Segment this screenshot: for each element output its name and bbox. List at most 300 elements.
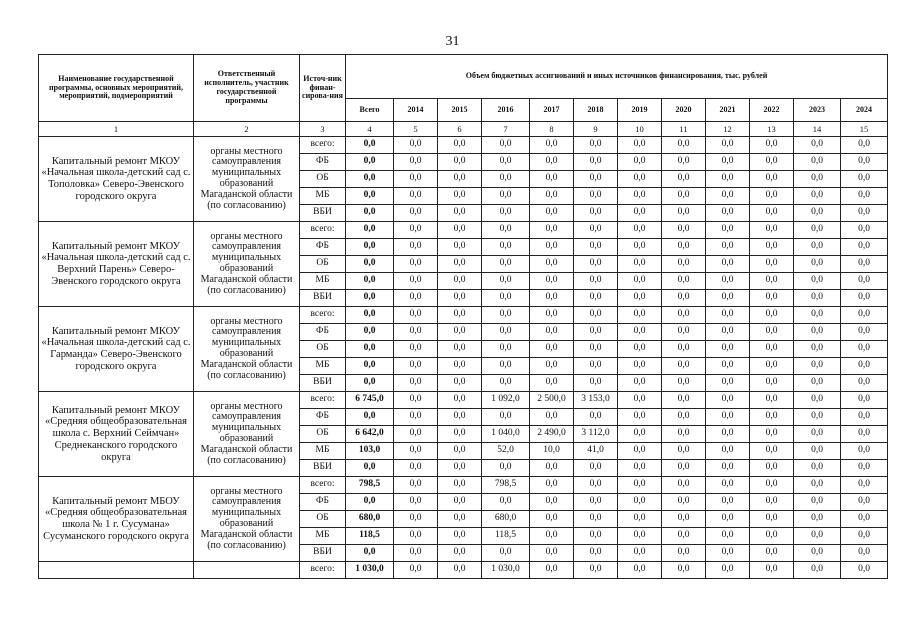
year-value: 0,0 <box>482 256 530 273</box>
year-value: 0,0 <box>438 392 482 409</box>
year-value: 0,0 <box>438 273 482 290</box>
year-value: 0,0 <box>438 188 482 205</box>
year-value: 0,0 <box>482 137 530 154</box>
year-value: 0,0 <box>482 154 530 171</box>
year-value: 0,0 <box>530 324 574 341</box>
year-value: 0,0 <box>574 222 618 239</box>
header-year-2018: 2018 <box>574 99 618 122</box>
year-value: 0,0 <box>438 528 482 545</box>
table-body <box>39 122 888 579</box>
year-value: 0,0 <box>750 562 794 579</box>
year-value: 0,0 <box>394 137 438 154</box>
year-value: 0,0 <box>574 154 618 171</box>
table-header <box>39 55 888 122</box>
year-value: 0,0 <box>794 290 841 307</box>
year-value: 0,0 <box>530 460 574 477</box>
year-value: 0,0 <box>841 324 888 341</box>
year-value: 0,0 <box>794 409 841 426</box>
funding-source: всего: <box>300 562 346 579</box>
year-value: 0,0 <box>750 324 794 341</box>
year-value: 0,0 <box>618 273 662 290</box>
year-value: 0,0 <box>438 460 482 477</box>
year-value: 0,0 <box>394 460 438 477</box>
year-value: 0,0 <box>750 545 794 562</box>
activity-name: Капитальный ремонт МКОУ «Начальная школа-детский сад с. Гарманда» Северо-Эвенского городского округа <box>39 307 194 392</box>
year-value: 0,0 <box>794 154 841 171</box>
year-value: 0,0 <box>530 205 574 222</box>
year-value: 0,0 <box>394 511 438 528</box>
year-value: 0,0 <box>706 273 750 290</box>
total-value: 118,5 <box>346 528 394 545</box>
responsible-executor: органы местного самоуправления муниципальных образований Магаданской области (по согласованию) <box>194 307 300 392</box>
year-value: 0,0 <box>482 205 530 222</box>
year-value: 0,0 <box>662 171 706 188</box>
total-value: 798,5 <box>346 477 394 494</box>
header-year-2021: 2021 <box>706 99 750 122</box>
year-value: 0,0 <box>750 171 794 188</box>
header-name-column: Наименование государственной программы, основных мероприятий, мероприятий, подмероприятий <box>39 55 194 122</box>
year-value: 0,0 <box>482 545 530 562</box>
funding-source: всего: <box>300 137 346 154</box>
year-value: 0,0 <box>750 290 794 307</box>
year-value: 0,0 <box>750 426 794 443</box>
year-value: 0,0 <box>618 188 662 205</box>
year-value: 0,0 <box>794 324 841 341</box>
year-value: 0,0 <box>618 205 662 222</box>
year-value: 0,0 <box>750 494 794 511</box>
year-value: 0,0 <box>394 171 438 188</box>
year-value: 2 500,0 <box>530 392 574 409</box>
year-value: 0,0 <box>841 460 888 477</box>
year-value: 0,0 <box>482 409 530 426</box>
year-value: 0,0 <box>438 290 482 307</box>
year-value: 0,0 <box>438 137 482 154</box>
year-value: 0,0 <box>482 494 530 511</box>
year-value: 0,0 <box>394 256 438 273</box>
header-year-2015: 2015 <box>438 99 482 122</box>
year-value: 0,0 <box>750 528 794 545</box>
year-value: 0,0 <box>841 273 888 290</box>
table-row <box>39 392 888 409</box>
year-value: 0,0 <box>750 409 794 426</box>
column-number-row <box>39 122 888 137</box>
column-number: 4 <box>346 122 394 137</box>
year-value: 0,0 <box>706 426 750 443</box>
funding-source: ФБ <box>300 409 346 426</box>
year-value: 0,0 <box>706 188 750 205</box>
year-value: 0,0 <box>574 375 618 392</box>
column-number: 9 <box>574 122 618 137</box>
year-value: 0,0 <box>394 477 438 494</box>
year-value: 0,0 <box>438 358 482 375</box>
year-value: 0,0 <box>394 341 438 358</box>
year-value: 0,0 <box>662 222 706 239</box>
responsible-executor: органы местного самоуправления муниципальных образований Магаданской области (по согласованию) <box>194 392 300 477</box>
year-value: 0,0 <box>394 290 438 307</box>
funding-source: ВБИ <box>300 545 346 562</box>
year-value: 3 112,0 <box>574 426 618 443</box>
year-value: 0,0 <box>574 494 618 511</box>
year-value: 0,0 <box>706 341 750 358</box>
total-value: 0,0 <box>346 171 394 188</box>
year-value: 0,0 <box>618 324 662 341</box>
year-value: 0,0 <box>574 562 618 579</box>
column-number: 7 <box>482 122 530 137</box>
year-value: 0,0 <box>574 188 618 205</box>
funding-source: всего: <box>300 392 346 409</box>
year-value: 0,0 <box>841 341 888 358</box>
year-value: 0,0 <box>706 239 750 256</box>
year-value: 0,0 <box>841 477 888 494</box>
total-value: 0,0 <box>346 154 394 171</box>
total-value: 0,0 <box>346 341 394 358</box>
year-value: 680,0 <box>482 511 530 528</box>
year-value: 0,0 <box>794 545 841 562</box>
table-row <box>39 222 888 239</box>
year-value: 0,0 <box>618 341 662 358</box>
header-year-2022: 2022 <box>750 99 794 122</box>
year-value: 0,0 <box>794 562 841 579</box>
year-value: 0,0 <box>438 375 482 392</box>
year-value: 0,0 <box>750 222 794 239</box>
header-year-2014: 2014 <box>394 99 438 122</box>
total-value: 0,0 <box>346 307 394 324</box>
year-value: 0,0 <box>438 409 482 426</box>
year-value: 0,0 <box>794 494 841 511</box>
year-value: 0,0 <box>438 205 482 222</box>
year-value: 0,0 <box>438 562 482 579</box>
year-value: 0,0 <box>841 392 888 409</box>
year-value: 0,0 <box>482 307 530 324</box>
year-value: 0,0 <box>706 137 750 154</box>
year-value: 0,0 <box>482 358 530 375</box>
year-value: 0,0 <box>574 477 618 494</box>
total-value: 0,0 <box>346 290 394 307</box>
activity-name: Капитальный ремонт МБОУ «Средняя общеобразовательная школа № 1 г. Сусумана» Сусуманского городского округа <box>39 477 194 562</box>
year-value: 0,0 <box>706 409 750 426</box>
total-value: 0,0 <box>346 494 394 511</box>
funding-source: МБ <box>300 273 346 290</box>
year-value: 0,0 <box>618 256 662 273</box>
year-value: 0,0 <box>662 528 706 545</box>
year-value: 0,0 <box>794 205 841 222</box>
year-value: 0,0 <box>662 154 706 171</box>
year-value: 0,0 <box>794 460 841 477</box>
year-value: 0,0 <box>794 256 841 273</box>
year-value: 0,0 <box>438 443 482 460</box>
budget-table <box>38 54 888 579</box>
year-value: 0,0 <box>618 239 662 256</box>
year-value: 0,0 <box>706 324 750 341</box>
year-value: 0,0 <box>706 545 750 562</box>
year-value: 0,0 <box>750 273 794 290</box>
year-value: 0,0 <box>574 290 618 307</box>
table-row <box>39 477 888 494</box>
total-value: 0,0 <box>346 256 394 273</box>
year-value: 0,0 <box>662 443 706 460</box>
year-value: 0,0 <box>662 375 706 392</box>
total-value: 0,0 <box>346 545 394 562</box>
year-value: 0,0 <box>530 562 574 579</box>
funding-source: всего: <box>300 477 346 494</box>
year-value: 0,0 <box>574 324 618 341</box>
column-number: 13 <box>750 122 794 137</box>
year-value: 0,0 <box>841 222 888 239</box>
year-value: 0,0 <box>530 358 574 375</box>
year-value: 0,0 <box>618 477 662 494</box>
total-value: 6 642,0 <box>346 426 394 443</box>
year-value: 0,0 <box>841 307 888 324</box>
year-value: 0,0 <box>618 409 662 426</box>
year-value: 0,0 <box>750 137 794 154</box>
total-value: 680,0 <box>346 511 394 528</box>
year-value: 0,0 <box>530 137 574 154</box>
year-value: 0,0 <box>750 477 794 494</box>
header-year-2024: 2024 <box>841 99 888 122</box>
year-value: 0,0 <box>662 188 706 205</box>
column-number: 6 <box>438 122 482 137</box>
column-number: 14 <box>794 122 841 137</box>
year-value: 0,0 <box>841 137 888 154</box>
header-year-2020: 2020 <box>662 99 706 122</box>
year-value: 0,0 <box>482 460 530 477</box>
funding-source: всего: <box>300 222 346 239</box>
funding-source: ОБ <box>300 426 346 443</box>
total-value: 103,0 <box>346 443 394 460</box>
year-value: 0,0 <box>841 239 888 256</box>
column-number: 12 <box>706 122 750 137</box>
year-value: 0,0 <box>530 188 574 205</box>
year-value: 0,0 <box>574 256 618 273</box>
year-value: 0,0 <box>841 511 888 528</box>
funding-source: МБ <box>300 443 346 460</box>
year-value: 0,0 <box>482 188 530 205</box>
summary-row <box>39 562 888 579</box>
year-value: 0,0 <box>618 528 662 545</box>
year-value: 0,0 <box>530 494 574 511</box>
year-value: 0,0 <box>662 562 706 579</box>
year-value: 0,0 <box>662 341 706 358</box>
year-value: 0,0 <box>530 341 574 358</box>
year-value: 0,0 <box>841 494 888 511</box>
year-value: 0,0 <box>841 528 888 545</box>
year-value: 0,0 <box>574 460 618 477</box>
year-value: 0,0 <box>438 256 482 273</box>
year-value: 0,0 <box>530 375 574 392</box>
column-number: 15 <box>841 122 888 137</box>
year-value: 0,0 <box>394 205 438 222</box>
funding-source: ФБ <box>300 239 346 256</box>
year-value: 1 092,0 <box>482 392 530 409</box>
total-value: 0,0 <box>346 375 394 392</box>
header-source-column: Источ-ник финан-сирова-ния <box>300 55 346 122</box>
summary-empty-name <box>39 562 194 579</box>
year-value: 0,0 <box>794 307 841 324</box>
year-value: 0,0 <box>750 205 794 222</box>
year-value: 0,0 <box>662 460 706 477</box>
total-value: 1 030,0 <box>346 562 394 579</box>
year-value: 0,0 <box>394 494 438 511</box>
year-value: 0,0 <box>530 409 574 426</box>
year-value: 0,0 <box>794 477 841 494</box>
year-value: 0,0 <box>618 545 662 562</box>
year-value: 0,0 <box>706 222 750 239</box>
year-value: 0,0 <box>706 528 750 545</box>
year-value: 0,0 <box>618 290 662 307</box>
total-value: 0,0 <box>346 324 394 341</box>
year-value: 0,0 <box>482 341 530 358</box>
year-value: 0,0 <box>438 341 482 358</box>
year-value: 0,0 <box>574 137 618 154</box>
year-value: 0,0 <box>394 239 438 256</box>
year-value: 0,0 <box>618 375 662 392</box>
responsible-executor: органы местного самоуправления муниципальных образований Магаданской области (по согласованию) <box>194 477 300 562</box>
year-value: 0,0 <box>662 545 706 562</box>
year-value: 0,0 <box>482 222 530 239</box>
year-value: 0,0 <box>574 273 618 290</box>
header-total-column: Всего <box>346 99 394 122</box>
year-value: 0,0 <box>438 222 482 239</box>
year-value: 0,0 <box>394 307 438 324</box>
total-value: 6 745,0 <box>346 392 394 409</box>
year-value: 0,0 <box>662 392 706 409</box>
year-value: 0,0 <box>662 273 706 290</box>
year-value: 0,0 <box>530 154 574 171</box>
year-value: 0,0 <box>794 358 841 375</box>
year-value: 0,0 <box>662 511 706 528</box>
year-value: 0,0 <box>574 239 618 256</box>
activity-name: Капитальный ремонт МКОУ «Начальная школа-детский сад с. Верхний Парень» Северо-Эвенского городского округа <box>39 222 194 307</box>
year-value: 0,0 <box>574 545 618 562</box>
year-value: 0,0 <box>750 511 794 528</box>
activity-name: Капитальный ремонт МКОУ «Начальная школа-детский сад с. Тополовка» Северо-Эвенского городского округа <box>39 137 194 222</box>
funding-source: МБ <box>300 188 346 205</box>
year-value: 0,0 <box>750 307 794 324</box>
total-value: 0,0 <box>346 358 394 375</box>
year-value: 0,0 <box>750 256 794 273</box>
year-value: 1 030,0 <box>482 562 530 579</box>
year-value: 0,0 <box>530 290 574 307</box>
year-value: 0,0 <box>394 324 438 341</box>
year-value: 0,0 <box>841 375 888 392</box>
year-value: 0,0 <box>438 154 482 171</box>
funding-source: ФБ <box>300 494 346 511</box>
year-value: 0,0 <box>841 443 888 460</box>
funding-source: ОБ <box>300 511 346 528</box>
year-value: 0,0 <box>574 341 618 358</box>
year-value: 0,0 <box>482 273 530 290</box>
year-value: 0,0 <box>618 426 662 443</box>
header-responsible-column: Ответственный исполнитель, участник государственной программы <box>194 55 300 122</box>
funding-source: ОБ <box>300 256 346 273</box>
total-value: 0,0 <box>346 409 394 426</box>
year-value: 0,0 <box>618 154 662 171</box>
funding-source: ВБИ <box>300 460 346 477</box>
year-value: 0,0 <box>794 392 841 409</box>
funding-source: ОБ <box>300 341 346 358</box>
year-value: 0,0 <box>662 358 706 375</box>
year-value: 1 040,0 <box>482 426 530 443</box>
year-value: 0,0 <box>618 358 662 375</box>
column-number: 1 <box>39 122 194 137</box>
year-value: 0,0 <box>794 443 841 460</box>
year-value: 0,0 <box>482 171 530 188</box>
year-value: 0,0 <box>794 273 841 290</box>
year-value: 0,0 <box>574 409 618 426</box>
year-value: 0,0 <box>750 358 794 375</box>
year-value: 41,0 <box>574 443 618 460</box>
year-value: 0,0 <box>794 137 841 154</box>
funding-source: ФБ <box>300 324 346 341</box>
funding-source: МБ <box>300 528 346 545</box>
responsible-executor: органы местного самоуправления муниципальных образований Магаданской области (по согласованию) <box>194 222 300 307</box>
year-value: 0,0 <box>618 460 662 477</box>
funding-source: ФБ <box>300 154 346 171</box>
year-value: 0,0 <box>618 392 662 409</box>
year-value: 0,0 <box>662 256 706 273</box>
year-value: 0,0 <box>662 239 706 256</box>
year-value: 0,0 <box>706 443 750 460</box>
year-value: 0,0 <box>794 171 841 188</box>
year-value: 0,0 <box>706 205 750 222</box>
year-value: 0,0 <box>394 426 438 443</box>
year-value: 0,0 <box>394 154 438 171</box>
total-value: 0,0 <box>346 137 394 154</box>
year-value: 0,0 <box>438 324 482 341</box>
responsible-executor: органы местного самоуправления муниципальных образований Магаданской области (по согласованию) <box>194 137 300 222</box>
year-value: 0,0 <box>841 171 888 188</box>
year-value: 0,0 <box>706 375 750 392</box>
total-value: 0,0 <box>346 188 394 205</box>
year-value: 0,0 <box>750 443 794 460</box>
year-value: 0,0 <box>394 188 438 205</box>
year-value: 0,0 <box>618 137 662 154</box>
year-value: 0,0 <box>794 341 841 358</box>
column-number: 3 <box>300 122 346 137</box>
year-value: 0,0 <box>530 477 574 494</box>
year-value: 0,0 <box>530 256 574 273</box>
year-value: 0,0 <box>841 409 888 426</box>
year-value: 0,0 <box>841 290 888 307</box>
year-value: 0,0 <box>438 545 482 562</box>
year-value: 3 153,0 <box>574 392 618 409</box>
year-value: 0,0 <box>530 545 574 562</box>
year-value: 0,0 <box>706 307 750 324</box>
year-value: 0,0 <box>662 307 706 324</box>
year-value: 0,0 <box>438 307 482 324</box>
year-value: 0,0 <box>750 392 794 409</box>
year-value: 0,0 <box>482 324 530 341</box>
year-value: 0,0 <box>438 511 482 528</box>
column-number: 11 <box>662 122 706 137</box>
year-value: 0,0 <box>794 222 841 239</box>
year-value: 0,0 <box>394 545 438 562</box>
year-value: 0,0 <box>394 443 438 460</box>
year-value: 0,0 <box>618 307 662 324</box>
year-value: 118,5 <box>482 528 530 545</box>
year-value: 0,0 <box>841 205 888 222</box>
year-value: 0,0 <box>841 154 888 171</box>
funding-source: ВБИ <box>300 290 346 307</box>
year-value: 0,0 <box>618 443 662 460</box>
year-value: 0,0 <box>750 239 794 256</box>
year-value: 0,0 <box>482 290 530 307</box>
year-value: 0,0 <box>662 290 706 307</box>
header-year-2023: 2023 <box>794 99 841 122</box>
column-number: 8 <box>530 122 574 137</box>
column-number: 5 <box>394 122 438 137</box>
year-value: 0,0 <box>662 409 706 426</box>
